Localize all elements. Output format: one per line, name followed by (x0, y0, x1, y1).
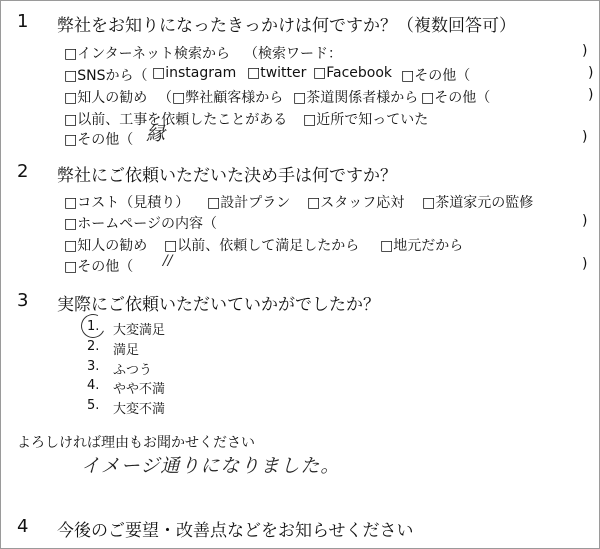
q3-question: 実際にご依頼いただいていかがでしたか？ (57, 295, 380, 315)
q1-option-sns-other[interactable]: □その他（ (401, 68, 471, 84)
q3-item-very-dissatisfied[interactable]: 大変不満 (113, 402, 166, 417)
q1-row1-close-paren: ) (582, 43, 588, 59)
q1-handwritten-answer: 縁 (146, 123, 167, 145)
q2-option-local[interactable]: □地元だから (380, 238, 464, 254)
q2-option-cost[interactable]: □コスト（見積り） (64, 195, 190, 211)
q3-item-neutral[interactable]: ふつう (113, 363, 153, 378)
q1-option-previous-work[interactable]: □以前、工事を依頼したことがある (64, 112, 288, 128)
q1-number: 1 (17, 11, 29, 32)
q1-row2-close-paren: ) (588, 65, 594, 81)
q1-option-twitter[interactable]: □twitter (247, 65, 307, 81)
q4-number: 4 (17, 516, 29, 537)
q1-row5-close-paren: ) (582, 129, 588, 145)
q1-option-instagram[interactable]: □instagram (152, 65, 237, 81)
q3-item-number: 1. (87, 319, 100, 334)
q2-option-acquaintance[interactable]: □知人の勧め (64, 238, 148, 254)
q4-question: 今後のご要望・改善点などをお知らせください (57, 521, 414, 541)
q1-row3-close-paren: ) (588, 87, 594, 103)
q3-handwritten-reason: イメージ通りになりました。 (81, 455, 341, 477)
q2-option-design-plan[interactable]: □設計プラン (207, 195, 291, 211)
q3-number: 3 (17, 290, 29, 311)
q1-option-sns[interactable]: □SNSから（ (64, 68, 148, 84)
q1-question: 弊社をお知りになったきっかけは何ですか？（複数回答可） (57, 16, 516, 36)
q3-item-number: 5. (87, 398, 100, 413)
q1-option-internet-search[interactable]: □インターネット検索から (64, 46, 230, 62)
q3-item-number: 3. (87, 359, 100, 374)
q2-option-satisfied-before[interactable]: □以前、依頼して満足したから (164, 238, 360, 254)
q2-option-homepage[interactable]: □ホームページの内容（ (64, 216, 217, 232)
q2-number: 2 (17, 161, 29, 182)
q2-option-iemoto[interactable]: □茶道家元の監修 (422, 195, 534, 211)
q1-option-facebook[interactable]: □Facebook (313, 65, 393, 81)
q1-option-tea-ceremony[interactable]: □茶道関係者様から (293, 90, 419, 106)
q2-option-staff[interactable]: □スタッフ応対 (307, 195, 405, 211)
q3-item-very-satisfied[interactable]: 大変満足 (113, 323, 166, 338)
q1-option-acquaintance[interactable]: □知人の勧め (64, 90, 148, 106)
q2-row2-close-paren: ) (582, 213, 588, 229)
q2-question: 弊社にご依頼いただいた決め手は何ですか？ (57, 166, 397, 186)
q3-item-satisfied[interactable]: 満足 (113, 343, 140, 358)
q3-item-slightly-dissatisfied[interactable]: やや不満 (113, 382, 166, 397)
q1-option-customer[interactable]: （□弊社顧客様から (158, 90, 284, 106)
q2-handwritten-answer: // (163, 253, 173, 269)
q1-option-neighborhood[interactable]: □近所で知っていた (303, 112, 429, 128)
q2-option-other[interactable]: □その他（ (64, 259, 134, 275)
q1-option-acquaintance-other[interactable]: □その他（ (421, 90, 491, 106)
q2-row4-close-paren: ) (582, 256, 588, 272)
q3-reason-prompt: よろしければ理由もお聞かせください (17, 435, 255, 451)
q1-option-other[interactable]: □その他（ (64, 132, 134, 148)
q3-item-number: 4. (87, 378, 100, 393)
q3-item-number: 2. (87, 339, 100, 354)
q1-search-word-label: （検索ワード： (244, 46, 342, 62)
